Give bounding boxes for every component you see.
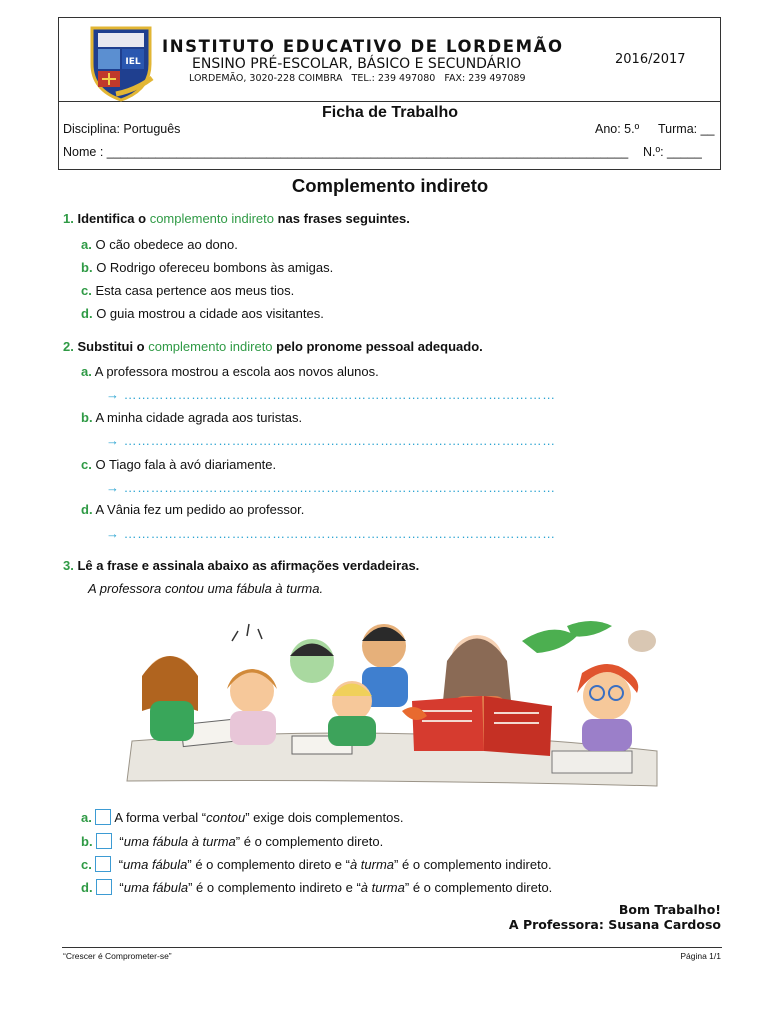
question-text: Identifica o <box>77 211 150 226</box>
school-year: 2016/2017 <box>615 52 686 67</box>
question-text: nas frases seguintes. <box>274 211 410 226</box>
page-number: Página 1/1 <box>680 951 721 961</box>
question-number: 1. <box>63 211 74 226</box>
question-1 <box>63 211 410 226</box>
checkbox[interactable] <box>96 833 112 849</box>
classroom-illustration <box>122 601 662 791</box>
question-number: 3. <box>63 558 74 573</box>
q2-item-c: c. O Tiago fala à avó diariamente. <box>81 457 277 472</box>
name-field[interactable]: Nome : ___________________________________________________________________________ <box>63 145 629 159</box>
question-3 <box>63 558 419 573</box>
question-highlight: complemento indireto <box>149 211 274 226</box>
q1-item-b: b. O Rodrigo ofereceu bombons às amigas. <box>81 260 334 275</box>
q2-item-d: d. A Vânia fez um pedido ao professor. <box>81 502 305 517</box>
answer-line[interactable]: → …………………………………………………………………………………… <box>106 433 556 448</box>
q1-item-a: a. O cão obedece ao dono. <box>81 237 238 252</box>
answer-line[interactable]: → …………………………………………………………………………………… <box>106 480 556 495</box>
question-text: Lê a frase e assinala abaixo as afirmações verdadeiras. <box>77 558 420 573</box>
institution-levels: ENSINO PRÉ-ESCOLAR, BÁSICO E SECUNDÁRIO <box>192 56 522 72</box>
q3-option-c: c. “uma fábula” é o complemento direto e “à turma” é o complemento indireto. <box>81 857 552 872</box>
q3-option-b: b. “uma fábula à turma” é o complemento direto. <box>81 834 384 849</box>
answer-line[interactable]: → …………………………………………………………………………………… <box>106 526 556 541</box>
question-2 <box>63 339 483 354</box>
logo-initials: IEL <box>125 57 141 67</box>
sheet-type: Ficha de Trabalho <box>321 104 459 121</box>
example-sentence: A professora contou uma fábula à turma. <box>88 581 324 596</box>
q2-item-b: b. A minha cidade agrada aos turistas. <box>81 410 303 425</box>
institution-name: INSTITUTO EDUCATIVO DE LORDEMÃO <box>162 37 564 56</box>
footer-divider <box>62 947 722 948</box>
institution-address: LORDEMÃO, 3020-228 COIMBRA TEL.: 239 497080 FAX: 239 497089 <box>189 73 526 84</box>
teacher-signature: A Professora: Susana Cardoso <box>508 917 721 932</box>
discipline-label: Disciplina: Português <box>63 122 181 136</box>
question-highlight: complemento indireto <box>148 339 273 354</box>
grade-label: Ano: 5.º <box>595 122 640 136</box>
q3-option-d: d. “uma fábula” é o complemento indireto e “à turma” é o complemento direto. <box>81 880 553 895</box>
q1-item-d: d. O guia mostrou a cidade aos visitantes. <box>81 306 324 321</box>
question-number: 2. <box>63 339 74 354</box>
checkbox[interactable] <box>95 809 111 825</box>
question-text: pelo pronome pessoal adequado. <box>272 339 483 354</box>
school-logo <box>86 24 156 102</box>
checkbox[interactable] <box>95 856 111 872</box>
worksheet-title: Complemento indireto <box>291 175 489 196</box>
question-text: Substitui o <box>77 339 149 354</box>
class-field[interactable]: Turma: __ <box>658 122 715 136</box>
q2-item-a: a. A professora mostrou a escola aos novos alunos. <box>81 364 379 379</box>
number-field[interactable]: N.º: _____ <box>643 145 702 159</box>
q3-option-a: a. A forma verbal “contou” exige dois complementos. <box>81 810 404 825</box>
answer-line[interactable]: → …………………………………………………………………………………… <box>106 387 556 402</box>
q1-item-c: c. Esta casa pertence aos meus tios. <box>81 283 295 298</box>
footer-motto: “Crescer é Comprometer-se” <box>63 951 172 961</box>
checkbox[interactable] <box>96 879 112 895</box>
closing-message: Bom Trabalho! <box>618 902 721 917</box>
